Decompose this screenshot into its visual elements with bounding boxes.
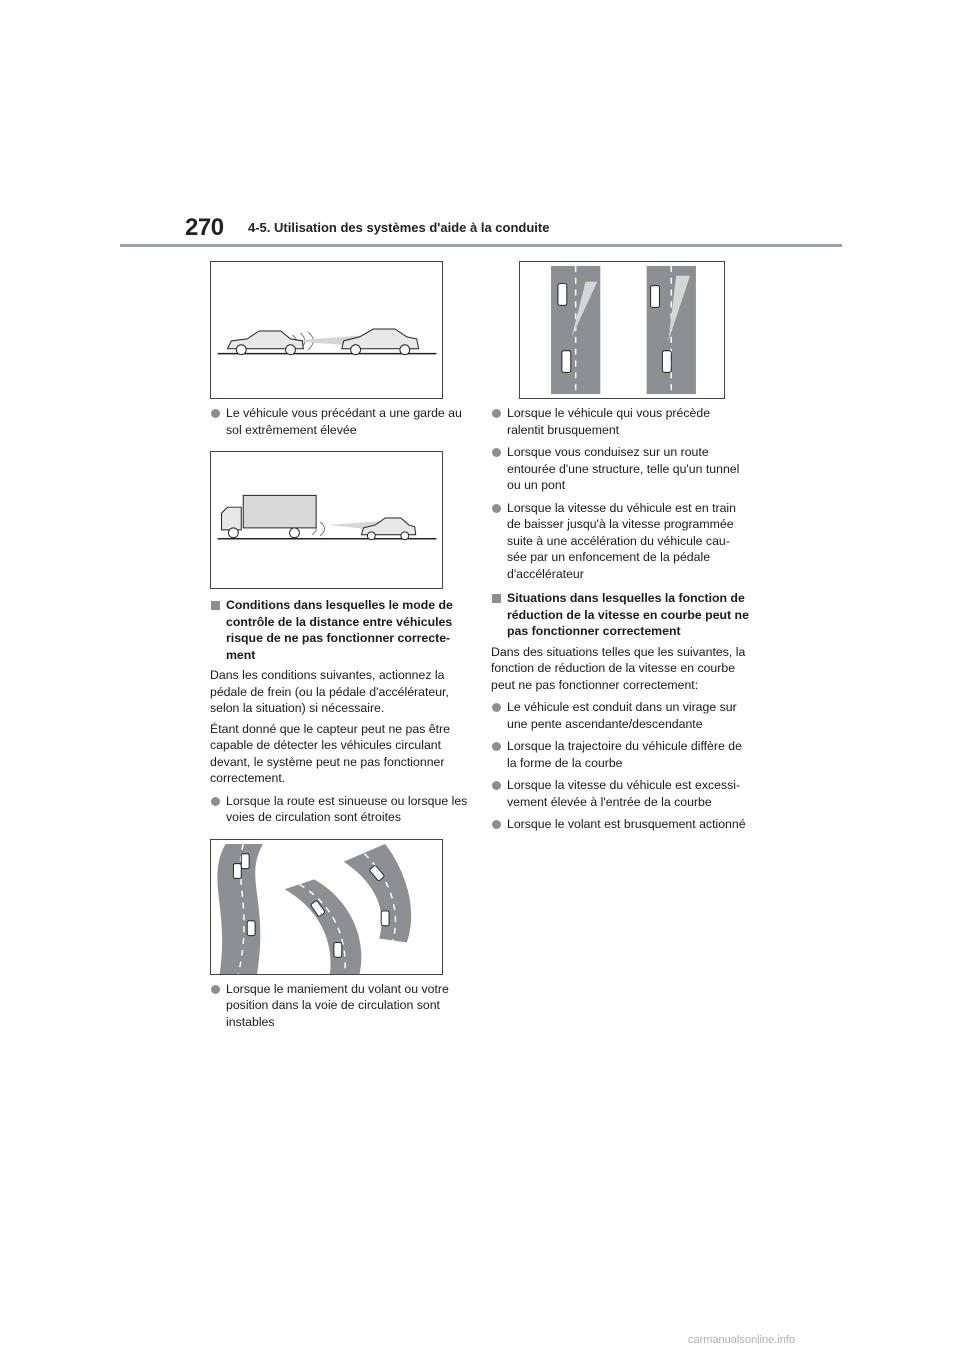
bullet-dot-icon: [492, 781, 501, 790]
bullet-dot-icon: [492, 703, 501, 712]
bullet-slope: Le véhicule est conduit dans un virage sur une pente ascendante/descendante: [491, 699, 749, 732]
bullet-winding-road: Lorsque la route est sinueuse ou lorsque les voies de circulation sont étroites: [210, 793, 468, 826]
page-number: 270: [185, 214, 224, 241]
bullet-trajectory: Lorsque la trajectoire du véhicule diffère de la forme de la courbe: [491, 738, 749, 771]
bullet-dot-icon: [492, 409, 501, 418]
figure-winding-roads: [210, 839, 443, 975]
heading-curve: Situations dans lesquelles la fonction de réduction de la vitesse en courbe peut ne pas fonctionner correctement: [491, 590, 749, 640]
paragraph-brake-advice: Dans les conditions suivantes, actionnez la pédale de frein (ou la pédale d'accélérateur, selon la situation) si nécessaire.: [210, 668, 449, 715]
section-title: 4-5. Utilisation des systèmes d'aide à la conduite: [248, 220, 550, 235]
footer-watermark: carmanualsonline.info: [688, 1334, 796, 1346]
bullet-dot-icon: [492, 448, 501, 457]
bullet-high-clearance: Le véhicule vous précédant a une garde au sol extrêmement élevée: [210, 405, 468, 438]
right-column: [491, 261, 749, 833]
heading-distance-mode: Conditions dans lesquelles le mode de contrôle de la distance entre véhicules risque de ne pas fonctionner correcte-ment: [210, 597, 468, 663]
bullet-dot-icon: [211, 409, 220, 418]
left-column: [210, 261, 468, 1030]
bullet-excess-speed: Lorsque la vitesse du véhicule est excessi-vement élevée à l'entrée de la courbe: [491, 777, 749, 810]
figure-sudden-slowdown: [519, 261, 725, 399]
bullet-sudden-slow: Lorsque le véhicule qui vous précède ralentit brusquement: [491, 405, 749, 438]
bullet-speed-drop: Lorsque la vitesse du véhicule est en train de baisser jusqu'à la vitesse programmée suite à une accélération du véhicule cau-sée par un enfoncement de la pédale d'accélérateur: [491, 500, 749, 583]
figure-high-clearance-vehicle: [210, 261, 443, 399]
bullet-dot-icon: [211, 985, 220, 994]
heading-square-icon: [492, 594, 501, 603]
header-rule: [120, 244, 842, 247]
bullet-dot-icon: [492, 742, 501, 751]
bullet-tunnel: Lorsque vous conduisez sur un route entourée d'une structure, telle qu'un tunnel ou un pont: [491, 444, 749, 494]
figure-truck-vehicle: [210, 451, 443, 589]
heading-square-icon: [211, 601, 220, 610]
bullet-dot-icon: [492, 820, 501, 829]
bullet-steering-unstable: Lorsque le maniement du volant ou votre position dans la voie de circulation sont instables: [210, 981, 468, 1031]
paragraph-sensor-warning: Étant donné que le capteur peut ne pas être capable de détecter les véhicules circulant devant, le système peut ne pas fonctionner correctement.: [210, 721, 450, 785]
bullet-dot-icon: [211, 797, 220, 806]
bullet-steering-sudden: Lorsque le volant est brusquement actionné: [491, 816, 749, 833]
paragraph-curve: Dans des situations telles que les suivantes, la fonction de réduction de la vitesse en courbe peut ne pas fonctionner correctement:: [491, 644, 746, 692]
bullet-dot-icon: [492, 504, 501, 513]
